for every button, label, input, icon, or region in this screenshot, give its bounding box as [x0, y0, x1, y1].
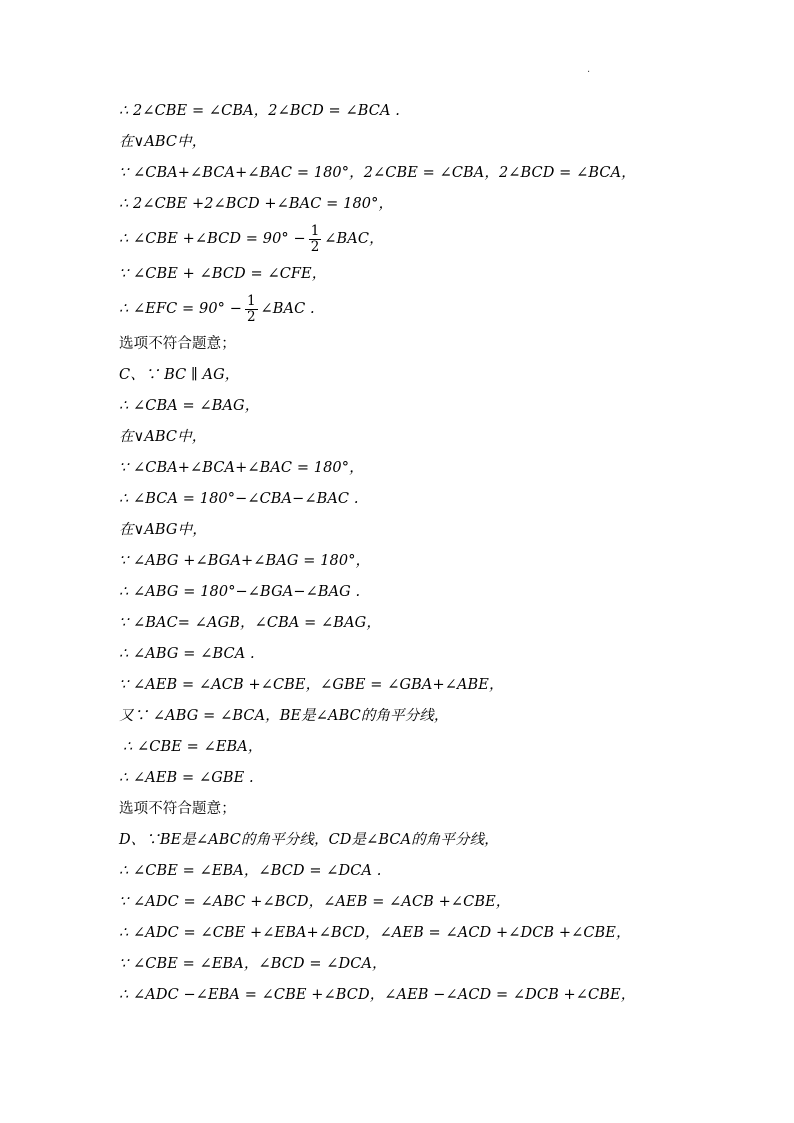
solution-line: ∵ ∠CBA+∠BCA+∠BAC = 180°，: [119, 460, 364, 476]
solution-line: 选项不符合题意；: [119, 336, 236, 352]
solution-line: 又∵ ∠ABG = ∠BCA，BE是∠ABC的角平分线，: [119, 708, 449, 724]
solution-line: ∴ ∠CBE = ∠EBA，: [123, 739, 263, 755]
solution-line: ∴ ∠ADC = ∠CBE +∠EBA+∠BCD，∠AEB = ∠ACD +∠DCB +∠CBE，: [119, 925, 631, 941]
solution-line: ∵ ∠CBE = ∠EBA，∠BCD = ∠DCA，: [119, 956, 387, 972]
solution-line: 在∨ABC中，: [119, 429, 207, 445]
solution-line: ∴ ∠BCA = 180°−∠CBA−∠BAC .: [119, 491, 359, 507]
solution-line: 在∨ABG中，: [119, 522, 207, 538]
option-c-heading: C、∵ BC ∥ AG，: [119, 367, 240, 383]
solution-line: ∴ ∠ABG = ∠BCA .: [119, 646, 255, 662]
solution-line: 在∨ABC中，: [119, 134, 207, 150]
page-marker: .: [587, 64, 591, 75]
solution-line: ∴ 2∠CBE = ∠CBA，2∠BCD = ∠BCA .: [119, 103, 400, 119]
solution-line: ∵ ∠AEB = ∠ACB +∠CBE，∠GBE = ∠GBA+∠ABE，: [119, 677, 504, 693]
solution-line: ∴ 2∠CBE +2∠BCD +∠BAC = 180°，: [119, 196, 394, 212]
solution-line: ∵ ∠ADC = ∠ABC +∠BCD，∠AEB = ∠ACB +∠CBE，: [119, 894, 511, 910]
solution-line: ∴ ∠ABG = 180°−∠BGA−∠BAG .: [119, 584, 361, 600]
solution-line-fraction: ∴ ∠CBE +∠BCD = 90° − $\frac{1}{2}$ ∠BAC，: [119, 222, 384, 255]
solution-line: ∵ ∠CBE + ∠BCD = ∠CFE，: [119, 266, 327, 282]
solution-line: ∵ ∠BAC= ∠AGB，∠CBA = ∠BAG，: [119, 615, 381, 631]
fraction: $\frac{1}{2}$: [310, 222, 320, 255]
solution-line: ∴ ∠CBA = ∠BAG，: [119, 398, 260, 414]
solution-text: [119, 96, 739, 1011]
fraction: $\frac{1}{2}$: [246, 292, 256, 325]
option-d-heading: D、∵BE是∠ABC的角平分线，CD是∠BCA的角平分线，: [119, 832, 499, 848]
solution-line: 选项不符合题意；: [119, 801, 236, 817]
solution-line: ∴ ∠CBE = ∠EBA，∠BCD = ∠DCA .: [119, 863, 382, 879]
solution-line: ∵ ∠CBA+∠BCA+∠BAC = 180°，2∠CBE = ∠CBA，2∠BCD = ∠BCA，: [119, 165, 636, 181]
solution-line: ∴ ∠ADC −∠EBA = ∠CBE +∠BCD，∠AEB −∠ACD = ∠DCB +∠CBE，: [119, 987, 636, 1003]
solution-line: ∴ ∠AEB = ∠GBE .: [119, 770, 254, 786]
solution-line: ∵ ∠ABG +∠BGA+∠BAG = 180°，: [119, 553, 371, 569]
solution-line-fraction: ∴ ∠EFC = 90° − $\frac{1}{2}$ ∠BAC .: [119, 292, 315, 325]
